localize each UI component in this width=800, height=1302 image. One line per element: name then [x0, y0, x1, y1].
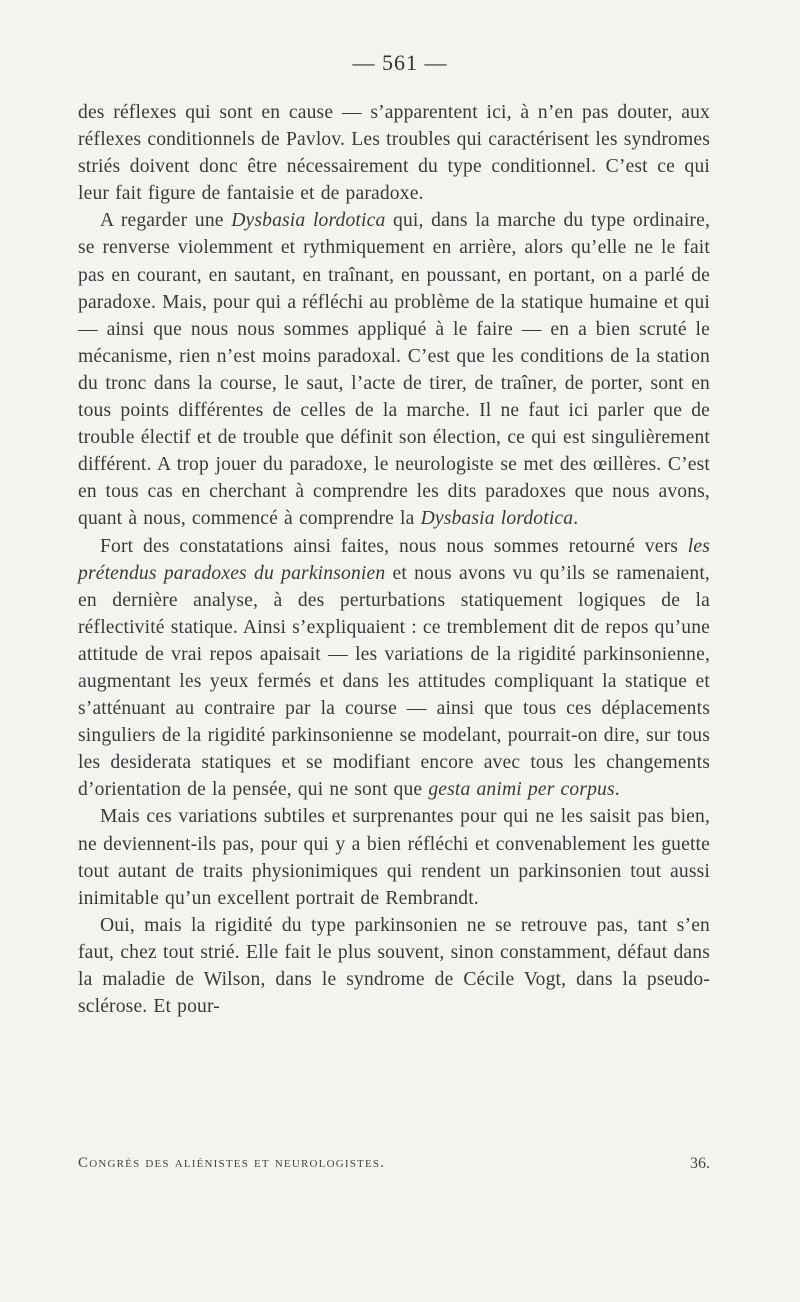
p3-text-a: Fort des constatations ainsi faites, nous nous sommes retourné vers	[100, 535, 688, 557]
paragraph-5: Oui, mais la rigidité du type parkinsonien ne se retrouve pas, tant s’en faut, chez tout strié. Elle fait le plus souvent, sinon constamment, défaut dans la maladie de Wilson, dans le syndrome de Cécile Vogt, dans la pseudo-sclérose. Et pour-	[78, 914, 710, 1018]
p3-text-e: .	[614, 779, 620, 801]
page-number: — 561 —	[352, 50, 448, 75]
p2-italic-term-2: Dysbasia lordotica	[420, 508, 574, 530]
p2-italic-term-1: Dysbasia lordotica	[231, 210, 386, 232]
paragraph-1: des réflexes qui sont en cause — s’apparentent ici, à n’en pas douter, aux réflexes conditionnels de Pavlov. Les troubles qui caractérisent les syndromes striés doivent donc être nécessairement du type conditionnel. C’est ce qui leur fait figure de fantaisie et de paradoxe.	[78, 102, 710, 205]
p3-italic-phrase: les prétendus paradoxes du parkinsonien	[78, 535, 710, 584]
page-footer	[78, 1155, 710, 1172]
body-text	[78, 99, 710, 1020]
paragraph-2	[78, 207, 710, 532]
p3-text-c: et nous avons vu qu’ils se ramenaient, en dernière analyse, à des perturbations statiquement logiques de la réflectivité statique. Ainsi s’expliquaient : ce tremblement dit de repos qu’une attitude de vrai repos apaisait — les variations de la rigidité parkinsonienne, augmentant les yeux fermés et dans les attitudes compliquant la statique et s’atténuant au contraire par la course — ainsi que tous ces déplacements singuliers de la rigidité parkinsonienne se modelant, pourrait-on dire, sur tous les desiderata statiques et se modifiant encore avec tous les changements d’orientation de la pensée, qui ne sont que	[78, 562, 710, 801]
paragraph-3	[78, 533, 710, 804]
p2-text-c: qui, dans la marche du type ordinaire, se renverse violemment et rythmiquement en arrière, alors qu’elle ne le fait pas en courant, en sautant, en traînant, en poussant, en portant, on a parlé de paradoxe. Mais, pour qui a réfléchi au problème de la statique humaine et qui — ainsi que nous nous sommes appliqué à le faire — en a bien scruté le mécanisme, rien n’est moins paradoxal. C’est que les conditions de la station du tronc dans la course, le saut, l’acte de tirer, de traîner, de porter, sont en tous points différentes de celles de la marche. Il ne faut ici parler que de trouble électif et de trouble que définit son élection, ce qui est singulièrement différent. A trop jouer du paradoxe, le neurologiste se met des œillères. C’est en tous cas en cherchant à comprendre les dits paradoxes que nous avons, quant à nous, commencé à comprendre la	[78, 210, 711, 530]
paragraph-4: Mais ces variations subtiles et surprenantes pour qui ne les saisit pas bien, ne deviennent-ils pas, pour qui y a bien réfléchi et convenablement les guette tout autant de traits physionimiques qui rendent un parkinsonien tout aussi inimitable qu’un excellent portrait de Rembrandt.	[78, 806, 710, 909]
signature-number: 36.	[690, 1155, 710, 1172]
p3-italic-latin: gesta animi per corpus	[428, 779, 615, 801]
p2-text-e: .	[573, 508, 579, 530]
signature-label: Congrès des aliénistes et neurologistes.	[78, 1155, 386, 1171]
p2-text-a: A regarder une	[100, 210, 232, 232]
